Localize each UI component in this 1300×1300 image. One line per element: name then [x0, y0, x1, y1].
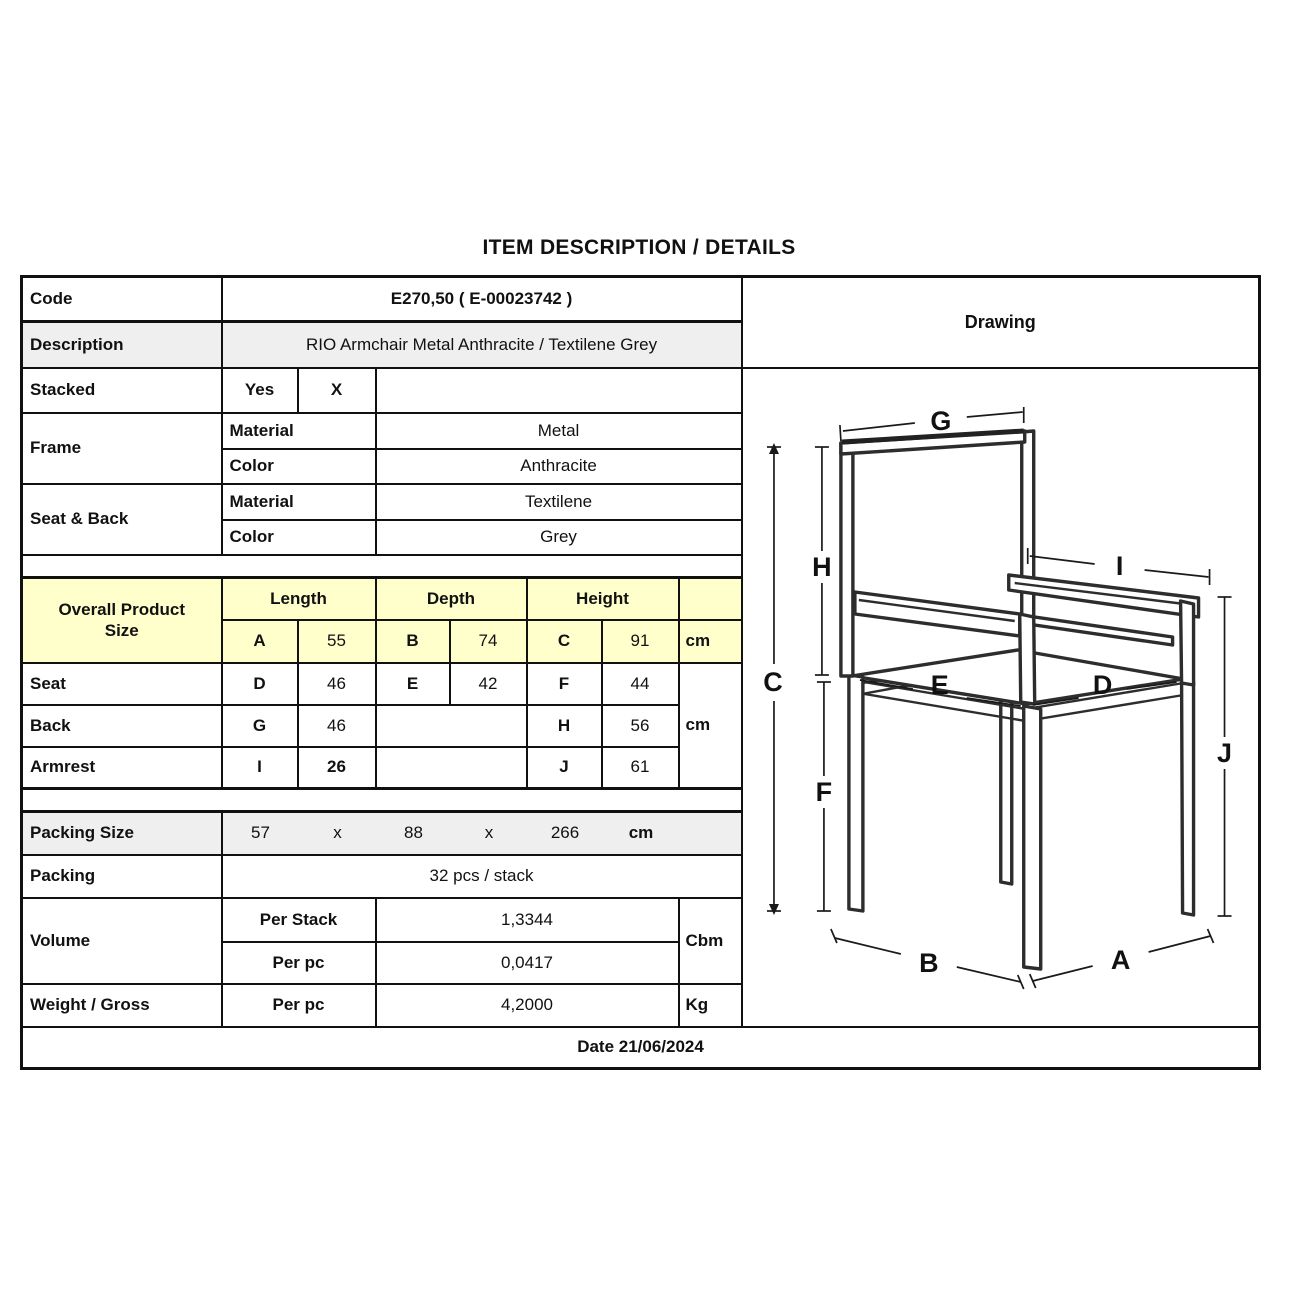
size-c-value: 91: [602, 620, 679, 663]
seat-e-letter: E: [376, 663, 450, 705]
table-row: [22, 1027, 1260, 1069]
size-b-letter: B: [376, 620, 450, 663]
chair-seat: [851, 650, 1183, 704]
stacked-yes: Yes: [222, 368, 298, 413]
packing-size-width: 57: [251, 823, 270, 843]
spacer-row: [22, 789, 742, 812]
dim-label-c: C: [762, 666, 783, 697]
volume-label: Volume: [22, 898, 222, 984]
frame-color-value: Anthracite: [376, 449, 742, 484]
page-title: ITEM DESCRIPTION / DETAILS: [482, 236, 796, 259]
seatback-color-value: Grey: [376, 520, 742, 555]
size-unit: cm: [679, 620, 742, 663]
armrest-label: Armrest: [22, 747, 222, 789]
packing-size-label: Packing Size: [22, 812, 222, 855]
table-row: [22, 368, 1260, 413]
packing-size-x: x: [333, 823, 342, 843]
chair-near-armrest: [854, 592, 1019, 636]
armrest-i-value: 26: [298, 747, 376, 789]
description-label: Description: [22, 322, 222, 368]
chair-right-leg: [1181, 680, 1193, 915]
back-h-letter: H: [527, 705, 602, 747]
armrest-j-letter: J: [527, 747, 602, 789]
weight-label: Weight / Gross: [22, 984, 222, 1027]
stacked-label: Stacked: [22, 368, 222, 413]
size-label: Overall Product Size: [22, 578, 222, 663]
dim-label-a: A: [1110, 944, 1130, 975]
size-height-header: Height: [527, 578, 679, 620]
dim-label-j: J: [1216, 737, 1232, 768]
seat-f-value: 44: [602, 663, 679, 705]
dim-label-i: I: [1115, 550, 1123, 581]
size-length-header: Length: [222, 578, 376, 620]
armrest-empty-cell: [376, 747, 527, 789]
size-a-letter: A: [222, 620, 298, 663]
seatback-color-label: Color: [222, 520, 376, 555]
back-label: Back: [22, 705, 222, 747]
back-h-value: 56: [602, 705, 679, 747]
size-unit-empty: [679, 578, 742, 620]
frame-material-value: Metal: [376, 413, 742, 449]
size-a-value: 55: [298, 620, 376, 663]
drawing-area: [742, 368, 1260, 1027]
stacked-mark: X: [298, 368, 376, 413]
packing-label: Packing: [22, 855, 222, 898]
seat-d-value: 46: [298, 663, 376, 705]
frame-label: Frame: [22, 413, 222, 484]
dim-label-b: B: [918, 947, 939, 978]
frame-material-label: Material: [222, 413, 376, 449]
table-row: [22, 277, 1260, 322]
frame-color-label: Color: [222, 449, 376, 484]
seatback-material-label: Material: [222, 484, 376, 520]
dim-label-g: G: [929, 405, 951, 436]
weight-per-pc-label: Per pc: [222, 984, 376, 1027]
armrest-i-letter: I: [222, 747, 298, 789]
seat-e-value: 42: [450, 663, 527, 705]
armrest-j-value: 61: [602, 747, 679, 789]
packing-value: 32 pcs / stack: [222, 855, 742, 898]
seatback-material-value: Textilene: [376, 484, 742, 520]
volume-per-pc-label: Per pc: [222, 942, 376, 984]
packing-size-values: [222, 812, 742, 855]
stacked-empty-cell: [376, 368, 742, 413]
volume-per-pc-value: 0,0417: [376, 942, 679, 984]
volume-per-stack-label: Per Stack: [222, 898, 376, 942]
packing-size-height: 266: [550, 823, 580, 843]
drawing-header: Drawing: [742, 277, 1260, 368]
date-row: Date 21/06/2024: [22, 1027, 1260, 1069]
packing-size-unit: cm: [628, 823, 654, 843]
seat-label: Seat: [22, 663, 222, 705]
chair-far-armrest-support: [1180, 601, 1193, 685]
code-value: E270,50 ( E-00023742 ): [222, 277, 742, 322]
dims-unit: cm: [679, 663, 742, 789]
chair-far-armrest-panel: [1013, 614, 1172, 645]
back-g-value: 46: [298, 705, 376, 747]
weight-per-pc-value: 4,2000: [376, 984, 679, 1027]
chair-technical-drawing: [743, 369, 1259, 1026]
seatback-label: Seat & Back: [22, 484, 222, 555]
packing-size-x: x: [484, 823, 494, 843]
volume-unit: Cbm: [679, 898, 742, 984]
spacer-row: [22, 555, 742, 578]
dim-label-h: H: [811, 551, 832, 582]
back-empty-cell: [376, 705, 527, 747]
weight-unit: Kg: [679, 984, 742, 1027]
back-g-letter: G: [222, 705, 298, 747]
packing-size-depth: 88: [404, 823, 423, 843]
chair-back-left-post: [840, 442, 852, 676]
dim-label-e: E: [930, 669, 949, 700]
spec-table: [20, 275, 1261, 1070]
seat-d-letter: D: [222, 663, 298, 705]
chair-far-armrest: [1008, 575, 1198, 617]
chair-near-armrest-support: [1019, 614, 1034, 704]
size-c-letter: C: [527, 620, 602, 663]
seat-f-letter: F: [527, 663, 602, 705]
size-depth-header: Depth: [376, 578, 527, 620]
chair-front-leg: [1023, 706, 1040, 969]
size-b-value: 74: [450, 620, 527, 663]
code-label: Code: [22, 277, 222, 322]
volume-per-stack-value: 1,3344: [376, 898, 679, 942]
dim-label-f: F: [815, 776, 832, 807]
dim-label-d: D: [1092, 669, 1112, 700]
chair-left-leg: [848, 675, 862, 911]
description-value: RIO Armchair Metal Anthracite / Textilene Grey: [222, 322, 742, 368]
